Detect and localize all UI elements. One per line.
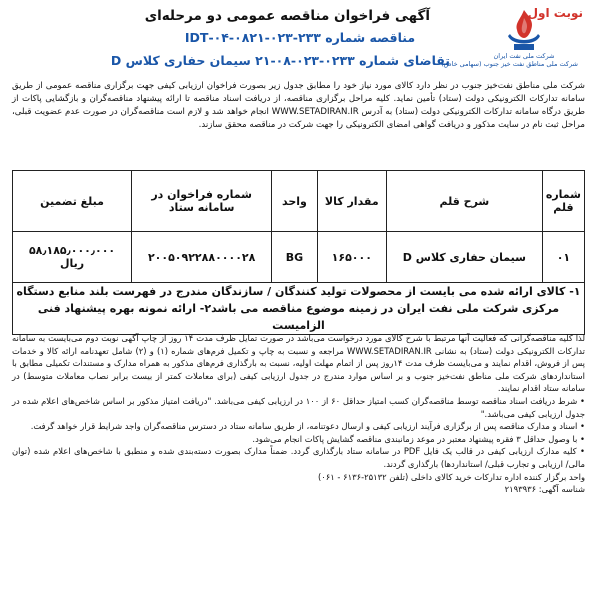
table-note: ۱- کالای ارائه شده می بایست از محصولات تولید کنندگان / سازندگان مندرج در فهرست بلند منابع دستگاه مرکزی شرکت ملی نفت ایران در زمینه موضوع مناقصه می باشد۲- ارائه نمونه بهره پیشنهاد فنی الزامیست xyxy=(13,283,585,335)
cell-quantity: ۱۶۵۰۰۰ xyxy=(317,232,386,283)
items-table xyxy=(12,170,585,335)
header-quantity: مقدار کالا xyxy=(317,171,386,232)
header-row-number: شماره قلم xyxy=(542,171,584,232)
notice-id: شناسه آگهی: ۲۱۹۳۹۳۶ xyxy=(504,484,585,495)
header-unit: واحد xyxy=(272,171,318,232)
cell-guarantee: ۵۸٫۱۸۵٫۰۰۰٫۰۰۰ ریال xyxy=(13,232,132,283)
tender-number: مناقصه شماره ۲۳۳-۰۲۳-۰۸۲۱-۰۴-IDT xyxy=(184,30,416,45)
header-call-number: شماره فراخوان در سامانه ستاد xyxy=(132,171,272,232)
nioc-emblem-icon xyxy=(504,8,544,52)
logo-line1: شرکت ملی نفت ایران xyxy=(493,52,555,60)
company-logo xyxy=(441,8,578,74)
body-text xyxy=(12,332,585,496)
notice-round-label: نوبت اول xyxy=(527,6,583,20)
cell-call-number: ۲۰۰۵۰۹۲۲۸۸۰۰۰۰۲۸ xyxy=(132,232,272,283)
logo-line2: شرکت ملی مناطق نفت خیز جنوب (سهامی خاص) xyxy=(441,60,578,68)
cell-unit: BG xyxy=(272,232,318,283)
notice-title: آگهی فراخوان مناقصه عمومی دو مرحله‌ای xyxy=(144,8,430,24)
header-description: شرح قلم xyxy=(386,171,542,232)
cell-description: سیمان حفاری کلاس D xyxy=(386,232,542,283)
header-guarantee: مبلغ تضمین xyxy=(13,171,132,232)
table-header-row xyxy=(13,171,585,232)
body-paragraph-4: • با وصول حداقل ۳ فقره پیشنهاد معتبر در موعد زمانبندی مناقصه گشایش پاکات انجام می‌شود. xyxy=(252,433,585,444)
body-paragraph-1: لذا کلیه مناقصه‌گرانی که فعالیت آنها مرتبط با شرح کالای مورد درخواست می‌باشد در صورت تمایل ظرف مدت ۱۴ روز از چاپ آگهی نوبت دوم می‌بایست به سامانه تدارکات الکترونیکی دولت (ستاد) به نشانی WWW.SETADIRAN.IR مراجعه و نسبت به چاپ و تکمیل فرم‌های شماره (۱) و (۲) شامل تعهدنامه ارائه کالا و خدمات پس از فروش، اقدام نمایند و می‌بایست ظرف مدت ۱۴روز پس از اتمام مهلت اولیه، نسبت به بارگذاری فرم‌های مذکور به همراه مدارک و مستندات تکمیلی مطابق با استانداردهای شرکت ملی مناطق نفت‌خیز جنوب و بر اساس موارد مندرج در جدول ارزیابی کیفی (برای معاملات کمتر از بیست برابر نصاب معاملات متوسط) در سامانه ستاد اقدام نمایند. xyxy=(12,333,586,394)
body-paragraph-6: واحد برگزار کننده اداره تدارکات خرید کالای داخلی (تلفن ۲۵۱۳۲-۶۱۳۶ - ۰۶۱) xyxy=(317,471,585,482)
table-row xyxy=(13,232,585,283)
cell-row-number: ۰۱ xyxy=(542,232,584,283)
body-paragraph-3: • اسناد و مدارک مناقصه پس از برگزاری فرآیند ارزیابی کیفی و ارسال دعوتنامه، از طریق سامانه ستاد در دسترس مناقصه‌گران واجد شرایط قرار خواهد گرفت. xyxy=(30,421,585,432)
body-paragraph-2: • شرط دریافت اسناد مناقصه توسط مناقصه‌گران کسب امتیاز حداقل ۶۰ از ۱۰۰ در ارزیابی کیفی می‌باشد. "دریافت امتیاز مذکور بر اساس شاخص‌های اعلام شده در جدول ارزیابی کیفی می‌باشد." xyxy=(12,395,585,419)
request-number: تقاضای شماره ۰۲۳۳-۰۲۳-۰۸-۲۱ سیمان حفاری کلاس D xyxy=(110,53,450,68)
table-note-row xyxy=(13,283,585,335)
body-paragraph-5: • کلیه مدارک ارزیابی کیفی در قالب یک فایل PDF در سامانه ستاد بارگذاری گردد. ضمناً مدارک بصورت دسته‌بندی شده و منطبق با شاخص‌های اعلام شده (توان مالی/ ارزیابی و تجارب قبلی/ استانداردها) بارگذاری گردند. xyxy=(12,446,585,469)
intro-paragraph: شرکت ملی مناطق نفت‌خیز جنوب در نظر دارد کالای مورد نیاز خود را مطابق جدول زیر بصورت فراخوان ارزیابی کیفی جهت برگزاری مناقصه عمومی از طریق سامانه تدارکات الکترونیکی دولت (ستاد) تأمین نماید. کلیه مراحل برگزاری مناقصه، از دریافت اسناد مناقصه تا ارائه پیشنهاد مناقصه‌گران و بازگشایی پاکات از طریق درگاه سامانه تدارکات الکترونیکی دولت (ستاد) به آدرس WWW.SETADIRAN.IR انجام خواهد شد و لازم است مناقصه‌گران در صورت عدم عضویت قبلی، مراحل ثبت نام در سایت مذکور و دریافت گواهی امضای الکترونیکی را جهت شرکت در مناقصه محقق سازند. xyxy=(12,81,585,130)
